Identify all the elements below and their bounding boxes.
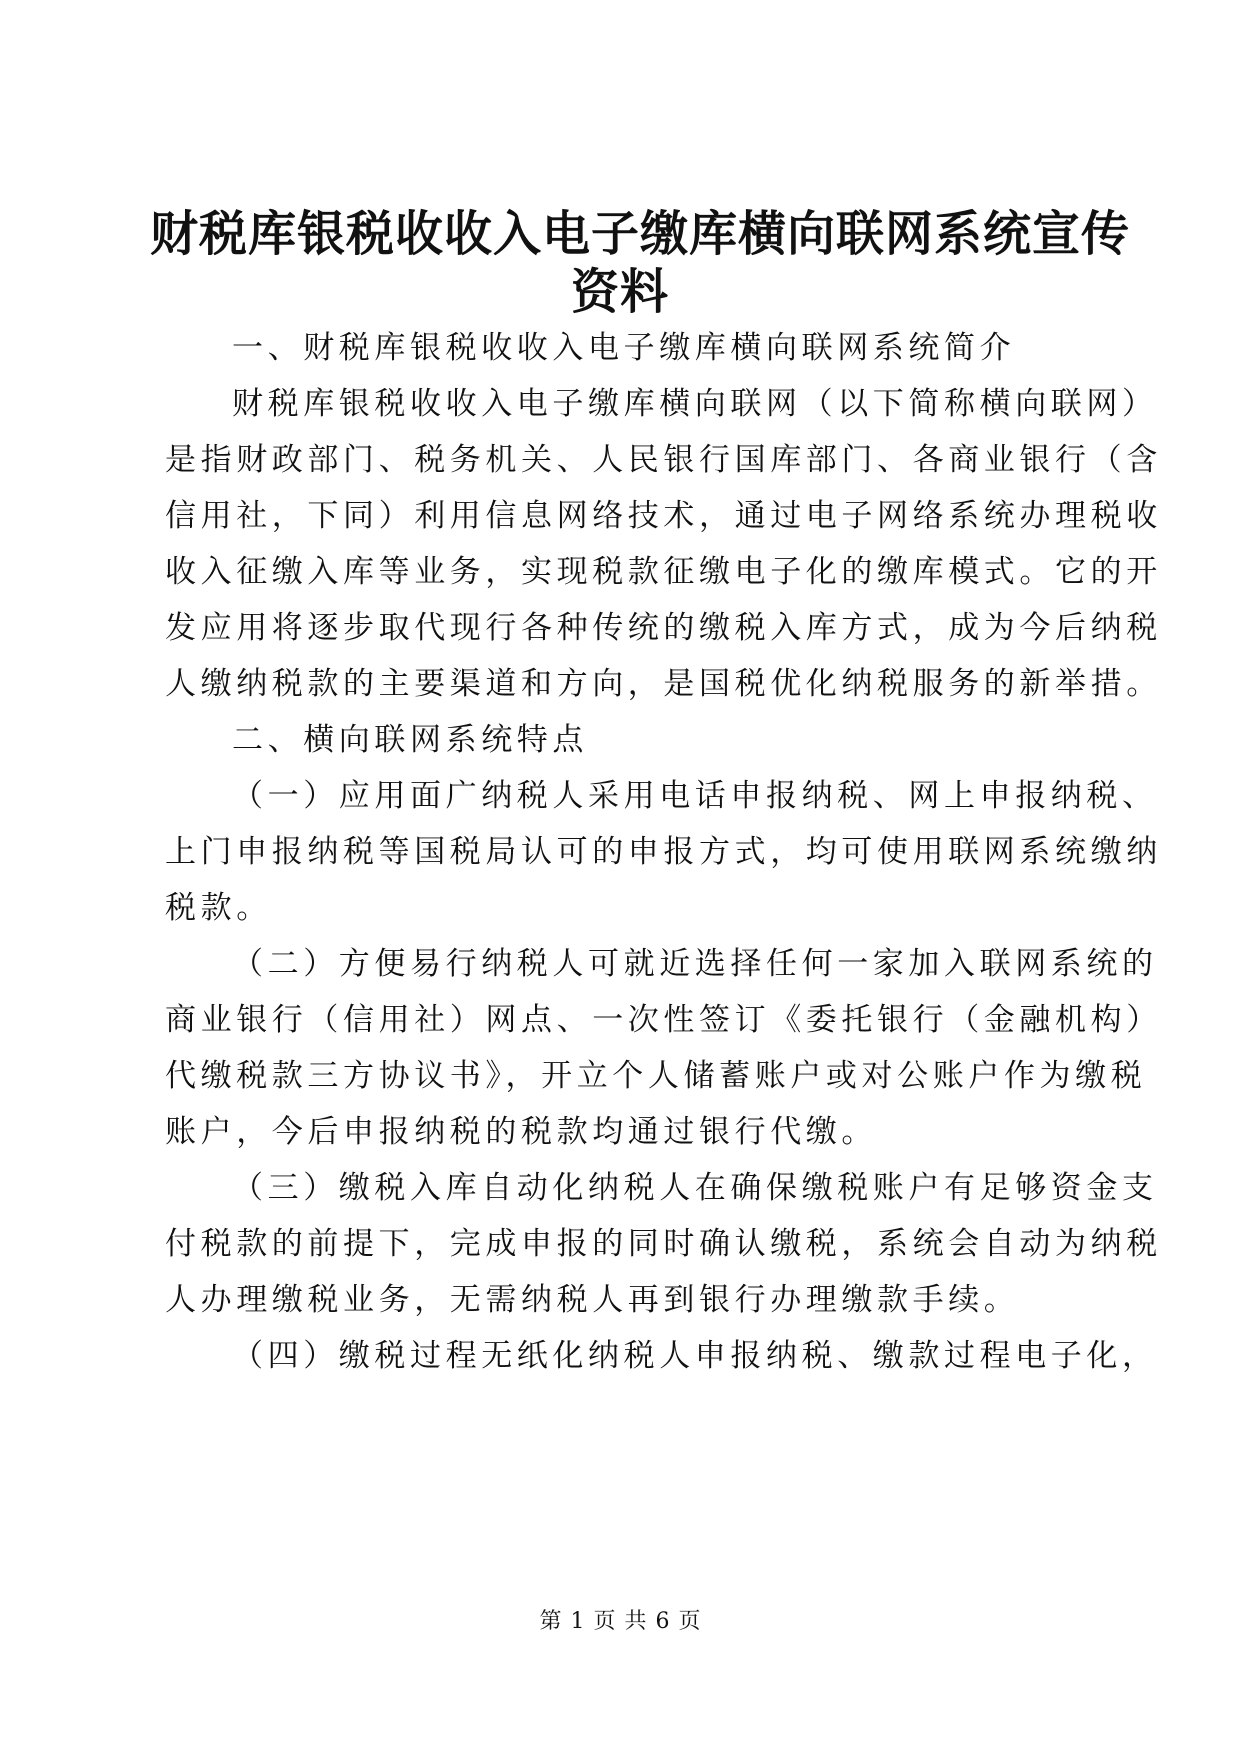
paragraph-line: （四）缴税过程无纸化纳税人申报纳税、缴款过程电子化， [232,1338,1158,1374]
paragraph-line: 付税款的前提下，完成申报的同时确认缴税，系统会自动为纳税 [165,1226,1162,1262]
paragraph-line: 商业银行（信用社）网点、一次性签订《委托银行（金融机构） [165,1002,1162,1038]
paragraph-line: 代缴税款三方协议书》，开立个人储蓄账户或对公账户作为缴税 [165,1058,1147,1094]
paragraph-line: 人办理缴税业务，无需纳税人再到银行办理缴款手续。 [165,1282,1020,1318]
document-title-line-2: 资料 [570,264,669,320]
paragraph-line: 税款。 [165,890,272,926]
paragraph-line: 是指财政部门、税务机关、人民银行国库部门、各商业银行（含 [165,442,1162,478]
paragraph-line: 收入征缴入库等业务，实现税款征缴电子化的缴库模式。它的开 [165,554,1162,590]
paragraph-line: 人缴纳税款的主要渠道和方向，是国税优化纳税服务的新举措。 [165,666,1162,702]
paragraph-line: （一）应用面广纳税人采用电话申报纳税、网上申报纳税、 [232,778,1158,814]
paragraph-line: 发应用将逐步取代现行各种传统的缴税入库方式，成为今后纳税 [165,610,1162,646]
section-heading-1: 一、财税库银税收收入电子缴库横向联网系统简介 [232,330,1016,366]
paragraph-line: 上门申报纳税等国税局认可的申报方式，均可使用联网系统缴纳 [165,834,1162,870]
paragraph-line: 账户，今后申报纳税的税款均通过银行代缴。 [165,1114,877,1150]
paragraph-line: （三）缴税入库自动化纳税人在确保缴税账户有足够资金支 [232,1170,1158,1206]
paragraph-line: （二）方便易行纳税人可就近选择任何一家加入联网系统的 [232,946,1158,982]
page-footer: 第 1 页 共 6 页 [539,1609,702,1634]
paragraph-line: 信用社，下同）利用信息网络技术，通过电子网络系统办理税收 [165,498,1162,534]
section-heading-2: 二、横向联网系统特点 [232,722,588,758]
document-title-line-1: 财税库银税收收入电子缴库横向联网系统宣传 [150,206,1131,262]
paragraph-line: 财税库银税收收入电子缴库横向联网（以下简称横向联网） [232,386,1158,422]
